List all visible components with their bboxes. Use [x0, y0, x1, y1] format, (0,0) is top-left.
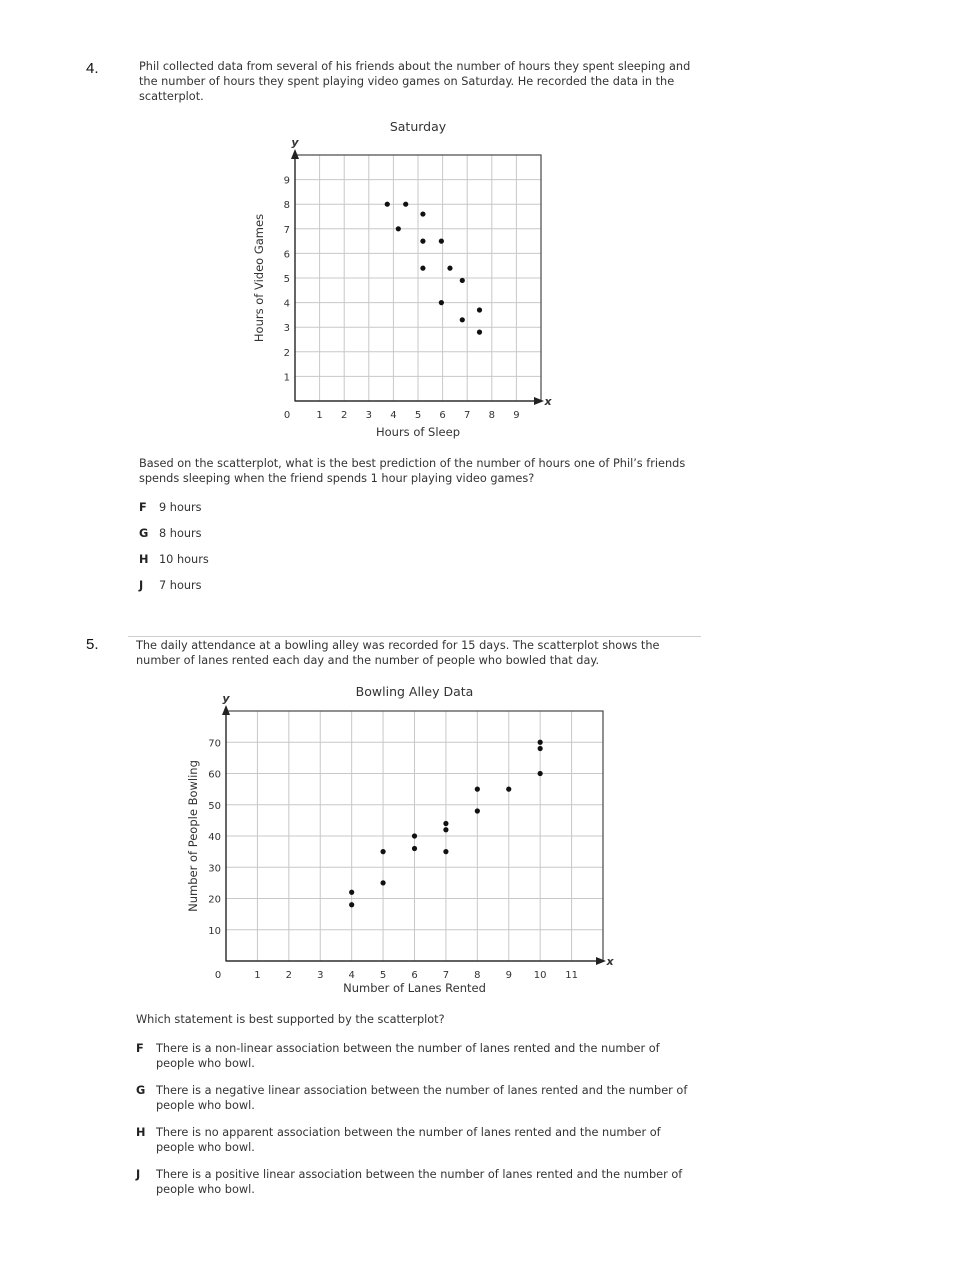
y-tick-label: 3: [283, 323, 290, 335]
y-tick-label: 60: [208, 769, 221, 781]
choice-text: 10 hours: [159, 553, 209, 566]
question-number: 5.: [86, 636, 99, 653]
x-tick-label: 5: [414, 410, 422, 421]
choice-letter: F: [139, 501, 147, 514]
data-point: [349, 902, 354, 907]
choice-letter: G: [136, 1084, 146, 1097]
x-tick-label: 7: [464, 410, 471, 421]
origin-label: 0: [283, 410, 291, 421]
data-point: [412, 846, 417, 851]
x-tick-label: 10: [533, 970, 547, 981]
question-stem: Phil collected data from several of his friends about the number of hours they spent sleeping and the number of hours they spent playing video games on Saturday. He recorded the data in the scatterplot.: [139, 60, 691, 103]
x-axis-letter: x: [544, 395, 552, 408]
answer-choice-f[interactable]: [136, 1041, 696, 1071]
data-point: [538, 746, 543, 751]
y-tick-label: 8: [283, 200, 290, 212]
data-point: [380, 880, 385, 885]
x-tick-label: 8: [474, 970, 481, 981]
y-axis-letter: y: [222, 692, 230, 705]
answer-choice-h[interactable]: [136, 1125, 696, 1155]
x-tick-label: 9: [513, 410, 520, 421]
x-tick-label: 6: [411, 970, 418, 981]
choice-text: There is a positive linear association between the number of lanes rented and the number of people who bowl.: [156, 1168, 683, 1196]
y-axis-arrow: [222, 705, 230, 715]
x-tick-label: 3: [365, 410, 372, 421]
choice-letter: F: [136, 1042, 144, 1055]
data-point: [506, 787, 511, 792]
answer-choice-j[interactable]: [136, 1167, 696, 1197]
data-point: [538, 771, 543, 776]
x-tick-label: 8: [488, 410, 495, 421]
choice-text: 8 hours: [159, 527, 202, 540]
x-tick-label: 9: [505, 970, 512, 981]
x-tick-label: 1: [316, 410, 323, 421]
y-tick-label: 2: [283, 347, 290, 359]
y-axis-title: Number of People Bowling: [186, 760, 200, 912]
question-prompt: Based on the scatterplot, what is the best prediction of the number of hours one of Phil’s friends spends sleeping when the friend spends 1 hour playing video games?: [139, 457, 686, 485]
origin-label: 0: [214, 970, 222, 981]
question-number: 4.: [86, 60, 99, 77]
choice-text: There is a non-linear association between the number of lanes rented and the number of people who bowl.: [156, 1042, 660, 1070]
y-tick-label: 6: [283, 249, 290, 261]
choice-letter: J: [136, 1168, 141, 1181]
x-tick-label: 4: [348, 970, 355, 981]
y-tick-label: 4: [283, 298, 290, 310]
y-axis-title: Hours of Video Games: [252, 213, 266, 343]
data-point: [412, 833, 417, 838]
data-point: [443, 827, 448, 832]
data-point: [443, 849, 448, 854]
question-prompt: Which statement is best supported by the scatterplot?: [136, 1013, 445, 1026]
x-tick-label: 1: [254, 970, 261, 981]
x-tick-label: 4: [390, 410, 397, 421]
choice-text: There is a negative linear association between the number of lanes rented and the number of people who bowl.: [156, 1084, 688, 1112]
y-tick-label: 1: [283, 372, 290, 384]
y-tick-label: 50: [208, 800, 221, 812]
y-tick-label: 7: [283, 224, 290, 236]
x-tick-label: 3: [317, 970, 324, 981]
x-tick-label: 2: [285, 970, 293, 981]
data-point: [538, 740, 543, 745]
x-axis-letter: x: [606, 955, 614, 968]
choice-text: There is no apparent association between the number of lanes rented and the number of people who bowl.: [156, 1126, 661, 1154]
y-tick-label: 20: [208, 894, 221, 906]
x-axis-title: Number of Lanes Rented: [343, 981, 486, 995]
x-axis-arrow: [596, 957, 606, 965]
data-point: [349, 890, 354, 895]
y-tick-label: 9: [283, 175, 290, 187]
choice-text: 7 hours: [159, 579, 202, 592]
x-tick-label: 11: [565, 970, 578, 981]
choice-letter: H: [139, 553, 149, 566]
y-tick-label: 10: [208, 925, 221, 937]
choice-text: 9 hours: [159, 501, 202, 514]
x-tick-label: 2: [341, 410, 348, 421]
data-point: [475, 808, 480, 813]
choice-letter: J: [139, 579, 144, 592]
x-tick-label: 7: [442, 970, 450, 981]
answer-choice-g[interactable]: [136, 1083, 696, 1113]
y-axis-letter: y: [291, 136, 299, 149]
x-tick-label: 6: [439, 410, 446, 421]
data-point: [380, 849, 385, 854]
x-axis-title: Hours of Sleep: [375, 425, 461, 439]
y-tick-label: 30: [208, 863, 221, 875]
y-tick-label: 5: [283, 274, 290, 285]
data-point: [475, 787, 480, 792]
chart-title: Bowling Alley Data: [355, 684, 474, 699]
data-point: [443, 821, 448, 826]
y-tick-label: 40: [208, 832, 221, 843]
x-tick-label: 5: [379, 970, 387, 981]
chart-title: Saturday: [389, 119, 447, 134]
question-stem: The daily attendance at a bowling alley was recorded for 15 days. The scatterplot shows the number of lanes rented each day and the number of people who bowled that day.: [136, 639, 660, 667]
choice-letter: G: [139, 527, 149, 540]
choice-letter: H: [136, 1126, 146, 1139]
y-tick-label: 70: [208, 738, 221, 750]
